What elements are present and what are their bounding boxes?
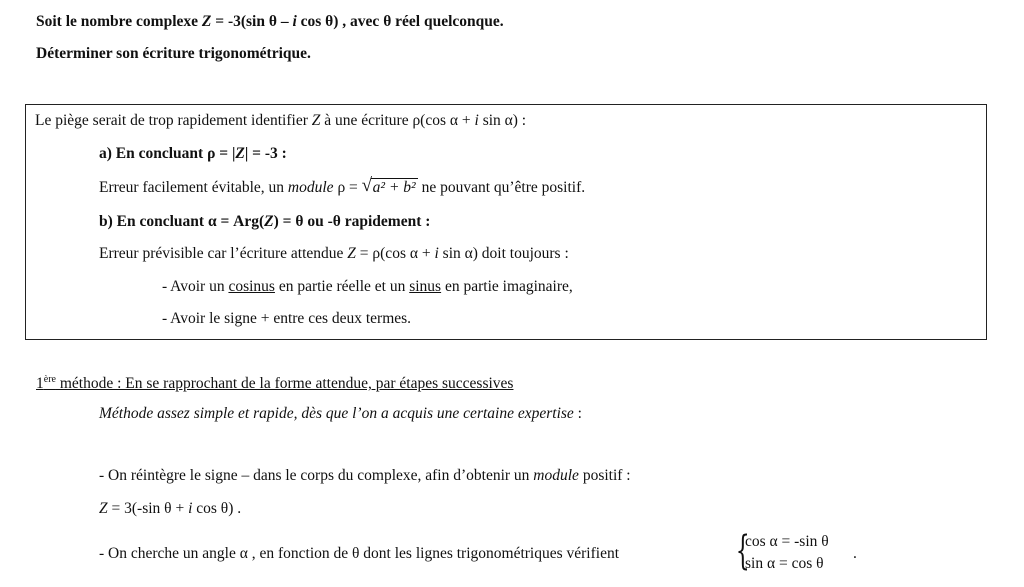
trap-b-heading: b) En concluant α = Arg(Z) = θ ou -θ rapidement : (99, 213, 431, 230)
trap-a-heading: a) En concluant ρ = |Z| = -3 : (99, 145, 287, 162)
system-line-1: cos α = -sin θ (745, 533, 829, 550)
method-step-1: - On réintègre le signe – dans le corps du complexe, afin d’obtenir un module positif : (99, 467, 631, 484)
method-subtitle: Méthode assez simple et rapide, dès que l’on a acquis une certaine expertise : (99, 405, 582, 422)
trap-bullet-2: - Avoir le signe + entre ces deux termes. (162, 310, 412, 327)
trap-a-text: Erreur facilement évitable, un module ρ = √ a² + b² ne pouvant qu’être positif. (99, 175, 586, 196)
system-line-2: sin α = cos θ (745, 555, 824, 572)
system-end: . (853, 545, 857, 562)
system-brace: { (735, 528, 750, 574)
trap-b-text: Erreur prévisible car l’écriture attendue Z = ρ(cos α + i sin α) doit toujours : (99, 245, 569, 262)
method-step-2: - On cherche un angle α , en fonction de θ dont les lignes trigonométriques vérifient (99, 545, 620, 562)
method-title: 1ère méthode : En se rapprochant de la forme attendue, par étapes successives (36, 374, 514, 393)
trap-intro: Le piège serait de trop rapidement identifier Z à une écriture ρ(cos α + i sin α) : (35, 112, 527, 129)
sqrt-expression: √ a² + b² (361, 175, 416, 196)
method-step-1-equation: Z = 3(-sin θ + i cos θ) . (99, 500, 242, 517)
trap-bullet-1: - Avoir un cosinus en partie réelle et un sinus en partie imaginaire, (162, 278, 573, 295)
question-task: Déterminer son écriture trigonométrique. (36, 45, 311, 62)
question-statement: Soit le nombre complexe Z = -3(sin θ – i cos θ) , avec θ réel quelconque. (36, 13, 504, 30)
